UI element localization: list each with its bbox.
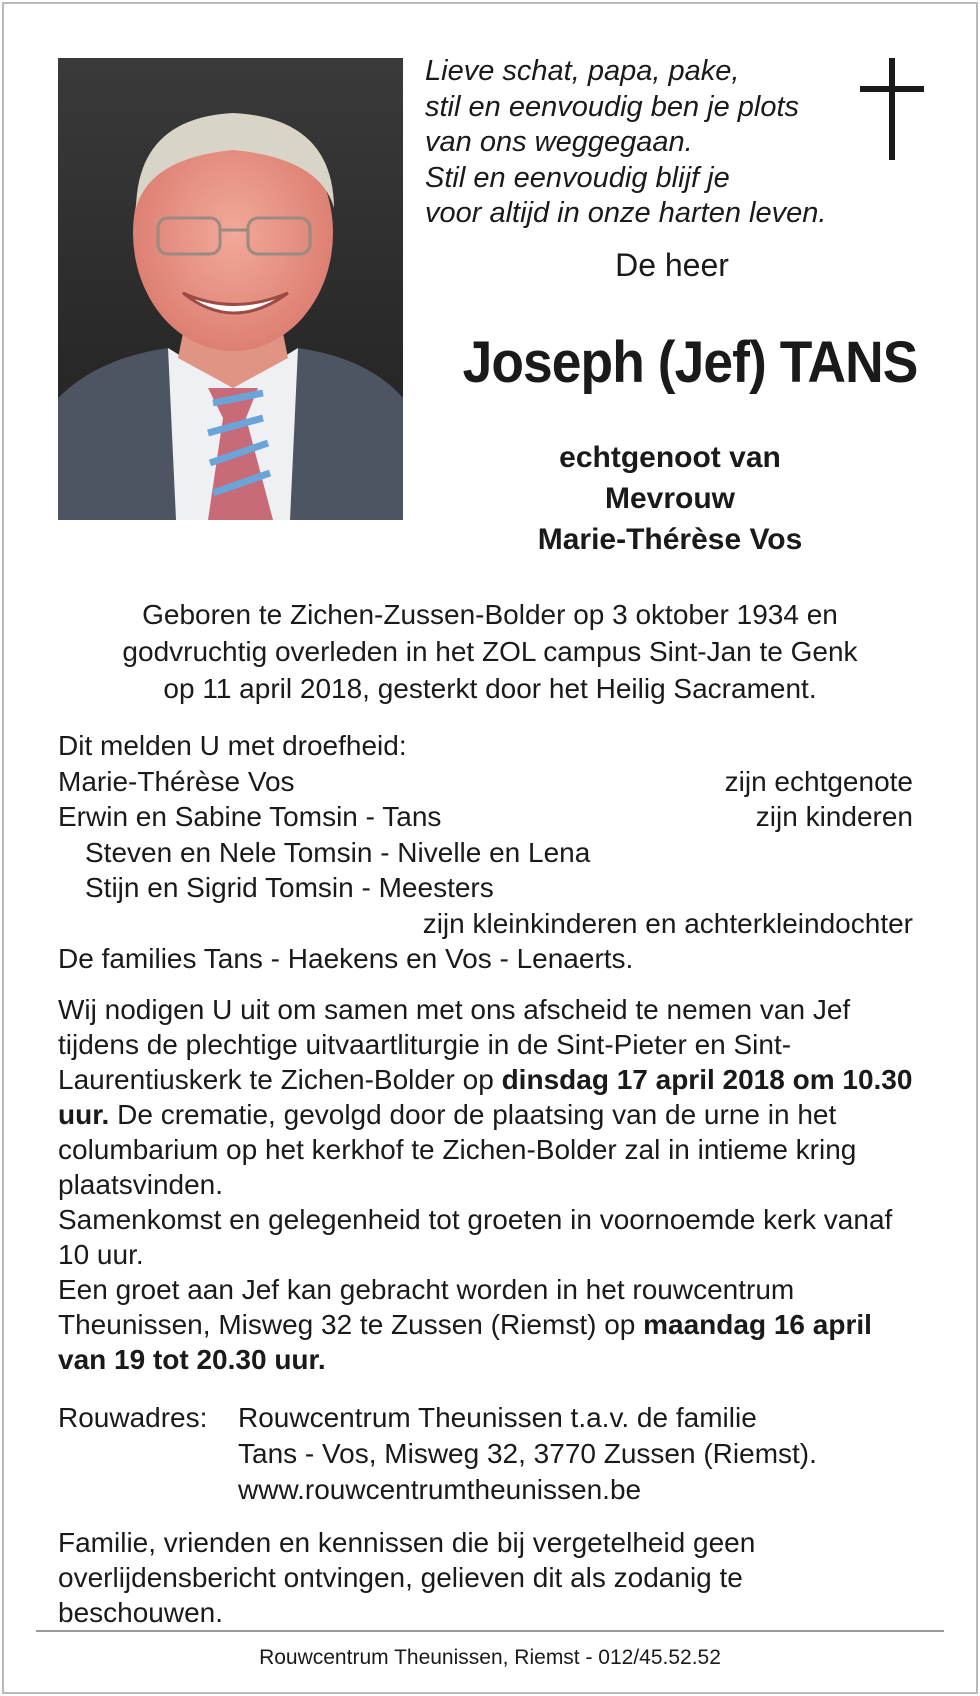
salutation: De heer [615,247,729,283]
spouse-relation: echtgenoot van [559,441,781,474]
family-member: Marie-Thérèse Vos [58,765,295,797]
poem-line: voor altijd in onze harten leven. [425,197,827,229]
family-member: Stijn en Sigrid Tomsin - Meesters [85,872,494,903]
footer-contact: Rouwcentrum Theunissen, Riemst - 012/45.52.52 [259,1646,721,1669]
family-role: zijn kleinkinderen en achterkleindochter [422,907,913,939]
invitation-paragraph: Samenkomst en gelegenheid tot groeten in voornoemde kerk vanaf 10 uur. [58,1204,893,1270]
invitation-text: Wij nodigen U uit om samen met ons afscheid te nemen van Jef tijdens de plechtige uitvaartliturgie in de Sint-Pieter en Sint-Laurentiuskerk te Zichen-Bolder op [58,994,851,1095]
invitation-text: De crematie, gevolgd door de plaatsing van de urne in het columbarium op het kerkhof te Zichen-Bolder zal in intieme kring plaatsvinden. [58,1099,857,1200]
address-value: Rouwcentrum Theunissen t.a.v. de familie [238,1402,757,1433]
closing-note: Familie, vrienden en kennissen die bij vergetelheid geen overlijdensbericht ontvingen, gelieven dit als zodanig te beschouwen. [58,1527,756,1628]
spouse-title: Mevrouw [604,482,736,515]
family-row [58,764,913,800]
birth-death-line: godvruchtig overleden in het ZOL campus Sint-Jan te Genk [122,636,858,667]
birth-death-line: Geboren te Zichen-Zussen-Bolder op 3 oktober 1934 en [142,599,838,630]
announcement-intro: Dit melden U met droefheid: [58,730,407,761]
spouse-name: Marie-Thérèse Vos [537,523,803,556]
invitation-paragraph [58,992,913,1202]
footer-divider [36,1630,944,1632]
family-row [58,799,913,835]
address-label: Rouwadres: [58,1402,208,1433]
birth-death-text [40,596,940,707]
birth-death-line: op 11 april 2018, gesterkt door het Heilig Sacrament. [163,673,817,704]
poem-line: Lieve schat, papa, pake, [425,55,740,87]
visitation-date: maandag 16 april van 19 tot 20.30 uur. [58,1309,872,1375]
family-member: Erwin en Sabine Tomsin - Tans [58,801,442,832]
invitation-text: Een groet aan Jef kan gebracht worden in het rouwcentrum Theunissen, Misweg 32 te Zussen (Riemst) op [58,1274,795,1340]
funeral-date: dinsdag 17 april 2018 om 10.30 uur. [58,1064,913,1130]
address-value: Tans - Vos, Misweg 32, 3770 Zussen (Riemst). [238,1438,817,1469]
portrait-photo [58,58,403,520]
poem-line: Stil en eenvoudig blijf je [425,161,730,194]
invitation-paragraph [58,1272,913,1377]
family-member: Steven en Nele Tomsin - Nivelle en Lena [85,836,591,868]
deceased-name: Joseph (Jef) TANS [462,330,918,395]
cross-icon [860,58,924,160]
memorial-poem [425,54,865,232]
website-link[interactable]: www.rouwcentrumtheunissen.be [238,1474,642,1505]
address-line [58,1400,913,1436]
family-role: zijn echtgenote [724,765,913,797]
mourning-address [58,1400,913,1508]
families-line: De families Tans - Haekens en Vos - Lenaerts. [58,943,634,974]
family-role: zijn kinderen [755,801,913,832]
funeral-invitation [58,992,913,1377]
spouse-block [470,437,870,560]
poem-line: stil en eenvoudig ben je plots [425,90,800,123]
announcement-list [58,728,913,977]
poem-line: van ons weggegaan. [425,126,693,158]
portrait-illustration [58,58,403,520]
